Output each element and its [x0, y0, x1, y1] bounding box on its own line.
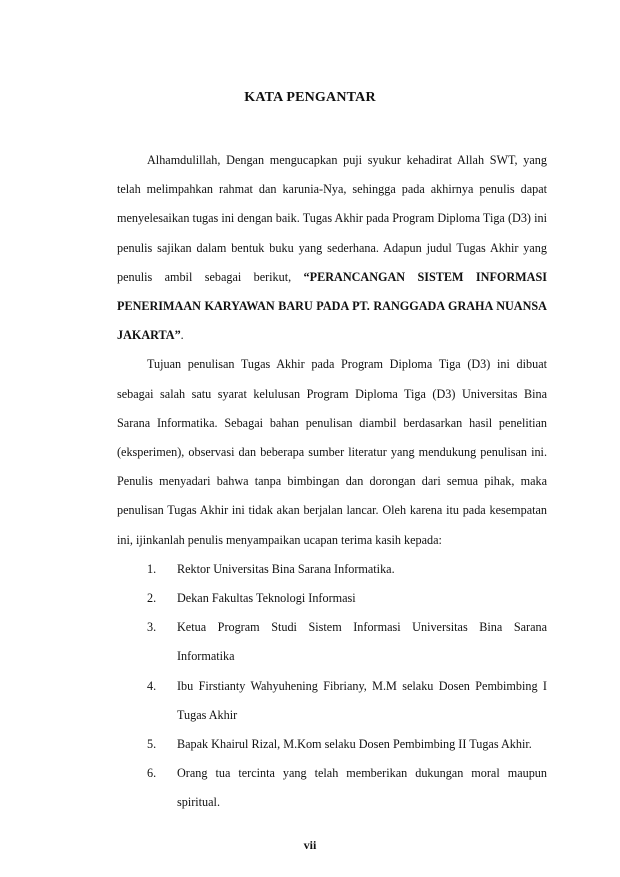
intro-end: .	[180, 328, 184, 343]
list-number: 3.	[147, 620, 157, 635]
list-text: Rektor Universitas Bina Sarana Informatika.	[177, 561, 395, 576]
list-number: 6.	[147, 766, 157, 781]
paragraph-purpose: Tujuan penulisan Tugas Akhir pada Program Diploma Tiga (D3) ini dibuat sebagai salah satu syarat kelulusan Program Diploma Tiga (D3) Universitas Bina Sarana Informatika. Sebagai bahan penulisan diambil berdasarkan hasil penelitian (eksperimen), observasi dan beberapa sumber literatur yang mendukung penulisan ini. Penulis menyadari bahwa tanpa bimbingan dan dorongan dari semua pihak, maka penulisan Tugas Akhir ini tidak akan berjalan lancar. Oleh karena itu pada kesempatan ini, ijinkanlah penulis menyampaikan ucapan terima kasih kepada:	[117, 357, 547, 547]
list-item	[117, 555, 547, 584]
page-title: KATA PENGANTAR	[244, 90, 376, 105]
list-text: Ketua Program Studi Sistem Informasi Universitas Bina Sarana Informatika	[177, 620, 547, 664]
list-number: 2.	[147, 591, 157, 606]
acknowledgement-list	[117, 555, 547, 818]
list-item	[117, 672, 547, 730]
thesis-title: “PERANCANGAN SISTEM INFORMASI PENERIMAAN KARYAWAN BARU PADA PT. RANGGADA GRAHA NUANSA JAKARTA”	[117, 269, 547, 343]
list-number: 5.	[147, 737, 157, 752]
intro-text: Alhamdulillah, Dengan mengucapkan puji syukur kehadirat Allah SWT, yang telah melimpahkan rahmat dan karunia-Nya, sehingga pada akhirnya penulis dapat menyelesaikan tugas ini dengan baik. Tugas Akhir pada Program Diploma Tiga (D3) ini penulis sajikan dalam bentuk buku yang sederhana. Adapun judul Tugas Akhir yang penulis ambil sebagai berikut,	[117, 153, 547, 284]
list-item	[117, 584, 547, 613]
list-item	[117, 759, 547, 817]
list-item	[117, 730, 547, 759]
paragraph-intro	[117, 146, 547, 350]
list-text: Orang tua tercinta yang telah memberikan dukungan moral maupun spiritual.	[177, 766, 547, 810]
page-number: vii	[303, 838, 317, 852]
list-number: 1.	[147, 561, 157, 576]
list-number: 4.	[147, 678, 157, 693]
list-text: Bapak Khairul Rizal, M.Kom selaku Dosen Pembimbing II Tugas Akhir.	[177, 737, 532, 752]
list-text: Ibu Firstianty Wahyuhening Fibriany, M.M selaku Dosen Pembimbing I Tugas Akhir	[177, 678, 547, 722]
body-text	[117, 146, 547, 818]
list-item	[117, 613, 547, 671]
list-text: Dekan Fakultas Teknologi Informasi	[177, 591, 356, 606]
